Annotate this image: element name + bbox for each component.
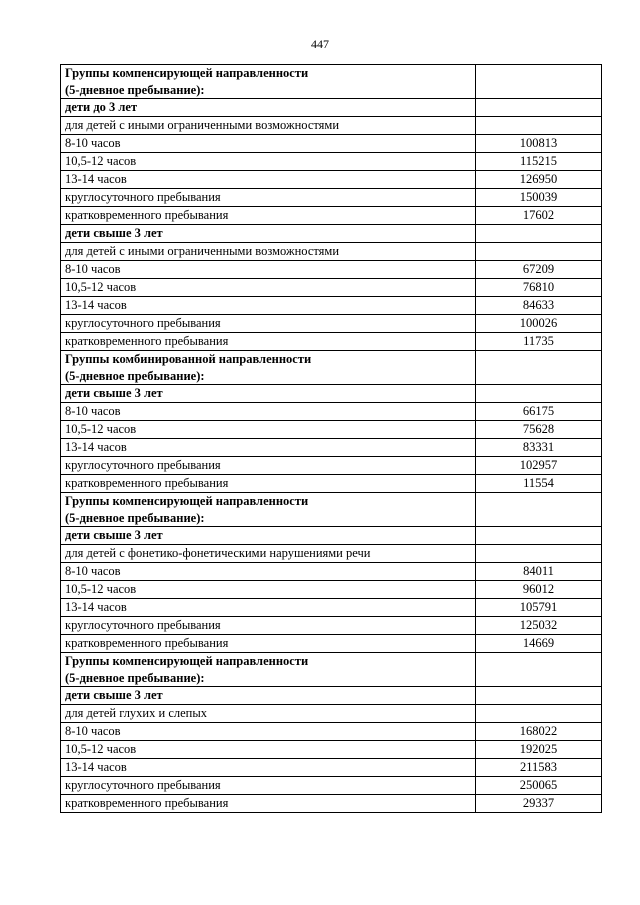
row-label: 8-10 часов	[61, 723, 476, 741]
table-row	[61, 759, 602, 777]
table-row	[61, 333, 602, 351]
note-label: для детей с фонетико-фонетическими нарушениями речи	[61, 545, 476, 563]
table-row	[61, 171, 602, 189]
row-label: 10,5-12 часов	[61, 741, 476, 759]
row-label: кратковременного пребывания	[61, 795, 476, 813]
section-header-row	[61, 351, 602, 385]
table-row	[61, 457, 602, 475]
row-label: 13-14 часов	[61, 297, 476, 315]
section-title	[61, 653, 476, 687]
row-label: 10,5-12 часов	[61, 421, 476, 439]
row-label: круглосуточного пребывания	[61, 315, 476, 333]
age-group-label: дети свыше 3 лет	[61, 385, 476, 403]
section-value-empty	[476, 351, 602, 385]
section-title-line: Группы компенсирующей направленности	[65, 654, 309, 668]
note-row	[61, 545, 602, 563]
row-label: 10,5-12 часов	[61, 581, 476, 599]
row-value: 100026	[476, 315, 602, 333]
tariff-table-body	[61, 65, 602, 813]
table-row	[61, 421, 602, 439]
table-row	[61, 297, 602, 315]
section-title	[61, 493, 476, 527]
row-value: 100813	[476, 135, 602, 153]
row-value: 84011	[476, 563, 602, 581]
row-label: 10,5-12 часов	[61, 279, 476, 297]
section-header-row	[61, 65, 602, 99]
row-value: 126950	[476, 171, 602, 189]
note-value-empty	[476, 243, 602, 261]
age-group-value-empty	[476, 225, 602, 243]
table-row	[61, 279, 602, 297]
row-value: 150039	[476, 189, 602, 207]
section-title-line: (5-дневное пребывание):	[65, 368, 205, 383]
table-row	[61, 581, 602, 599]
row-label: 8-10 часов	[61, 261, 476, 279]
note-value-empty	[476, 117, 602, 135]
row-value: 11554	[476, 475, 602, 493]
row-value: 250065	[476, 777, 602, 795]
section-header-row	[61, 493, 602, 527]
row-value: 84633	[476, 297, 602, 315]
row-label: 13-14 часов	[61, 439, 476, 457]
age-group-value-empty	[476, 527, 602, 545]
section-title-line: (5-дневное пребывание):	[65, 82, 205, 97]
table-row	[61, 777, 602, 795]
page-number: 447	[311, 37, 329, 51]
table-row	[61, 723, 602, 741]
note-row	[61, 117, 602, 135]
age-group-row	[61, 99, 602, 117]
section-title-line: (5-дневное пребывание):	[65, 510, 205, 525]
section-value-empty	[476, 493, 602, 527]
age-group-value-empty	[476, 385, 602, 403]
table-row	[61, 617, 602, 635]
row-label: 8-10 часов	[61, 563, 476, 581]
table-row	[61, 635, 602, 653]
tariff-table	[60, 64, 602, 813]
table-row	[61, 795, 602, 813]
row-value: 168022	[476, 723, 602, 741]
section-value-empty	[476, 65, 602, 99]
row-label: кратковременного пребывания	[61, 635, 476, 653]
age-group-row	[61, 527, 602, 545]
note-label: для детей глухих и слепых	[61, 705, 476, 723]
row-value: 105791	[476, 599, 602, 617]
table-row	[61, 403, 602, 421]
row-value: 211583	[476, 759, 602, 777]
age-group-value-empty	[476, 687, 602, 705]
age-group-label: дети свыше 3 лет	[61, 225, 476, 243]
age-group-row	[61, 385, 602, 403]
row-label: 13-14 часов	[61, 599, 476, 617]
row-label: круглосуточного пребывания	[61, 777, 476, 795]
table-row	[61, 475, 602, 493]
row-label: круглосуточного пребывания	[61, 457, 476, 475]
row-value: 96012	[476, 581, 602, 599]
row-value: 67209	[476, 261, 602, 279]
age-group-row	[61, 225, 602, 243]
row-value: 192025	[476, 741, 602, 759]
age-group-label: дети до 3 лет	[61, 99, 476, 117]
note-label: для детей с иными ограниченными возможностями	[61, 243, 476, 261]
row-value: 75628	[476, 421, 602, 439]
row-label: кратковременного пребывания	[61, 333, 476, 351]
row-label: кратковременного пребывания	[61, 207, 476, 225]
table-row	[61, 599, 602, 617]
table-row	[61, 135, 602, 153]
section-title	[61, 65, 476, 99]
row-label: 13-14 часов	[61, 171, 476, 189]
table-row	[61, 439, 602, 457]
row-value: 76810	[476, 279, 602, 297]
row-value: 83331	[476, 439, 602, 457]
row-value: 125032	[476, 617, 602, 635]
note-row	[61, 243, 602, 261]
table-row	[61, 189, 602, 207]
row-label: 8-10 часов	[61, 135, 476, 153]
section-header-row	[61, 653, 602, 687]
table-row	[61, 563, 602, 581]
section-title	[61, 351, 476, 385]
row-label: 8-10 часов	[61, 403, 476, 421]
section-title-line: Группы компенсирующей направленности	[65, 66, 309, 80]
age-group-label: дети свыше 3 лет	[61, 687, 476, 705]
age-group-label: дети свыше 3 лет	[61, 527, 476, 545]
age-group-value-empty	[476, 99, 602, 117]
row-value: 66175	[476, 403, 602, 421]
row-value: 29337	[476, 795, 602, 813]
note-label: для детей с иными ограниченными возможностями	[61, 117, 476, 135]
section-value-empty	[476, 653, 602, 687]
age-group-row	[61, 687, 602, 705]
table-row	[61, 261, 602, 279]
row-value: 115215	[476, 153, 602, 171]
table-row	[61, 207, 602, 225]
row-label: 10,5-12 часов	[61, 153, 476, 171]
row-value: 17602	[476, 207, 602, 225]
row-label: круглосуточного пребывания	[61, 617, 476, 635]
row-label: круглосуточного пребывания	[61, 189, 476, 207]
note-value-empty	[476, 545, 602, 563]
section-title-line: (5-дневное пребывание):	[65, 670, 205, 685]
section-title-line: Группы компенсирующей направленности	[65, 494, 309, 508]
table-row	[61, 153, 602, 171]
row-label: кратковременного пребывания	[61, 475, 476, 493]
row-label: 13-14 часов	[61, 759, 476, 777]
table-row	[61, 315, 602, 333]
note-row	[61, 705, 602, 723]
note-value-empty	[476, 705, 602, 723]
section-title-line: Группы комбинированной направленности	[65, 352, 312, 366]
row-value: 11735	[476, 333, 602, 351]
row-value: 14669	[476, 635, 602, 653]
row-value: 102957	[476, 457, 602, 475]
table-row	[61, 741, 602, 759]
